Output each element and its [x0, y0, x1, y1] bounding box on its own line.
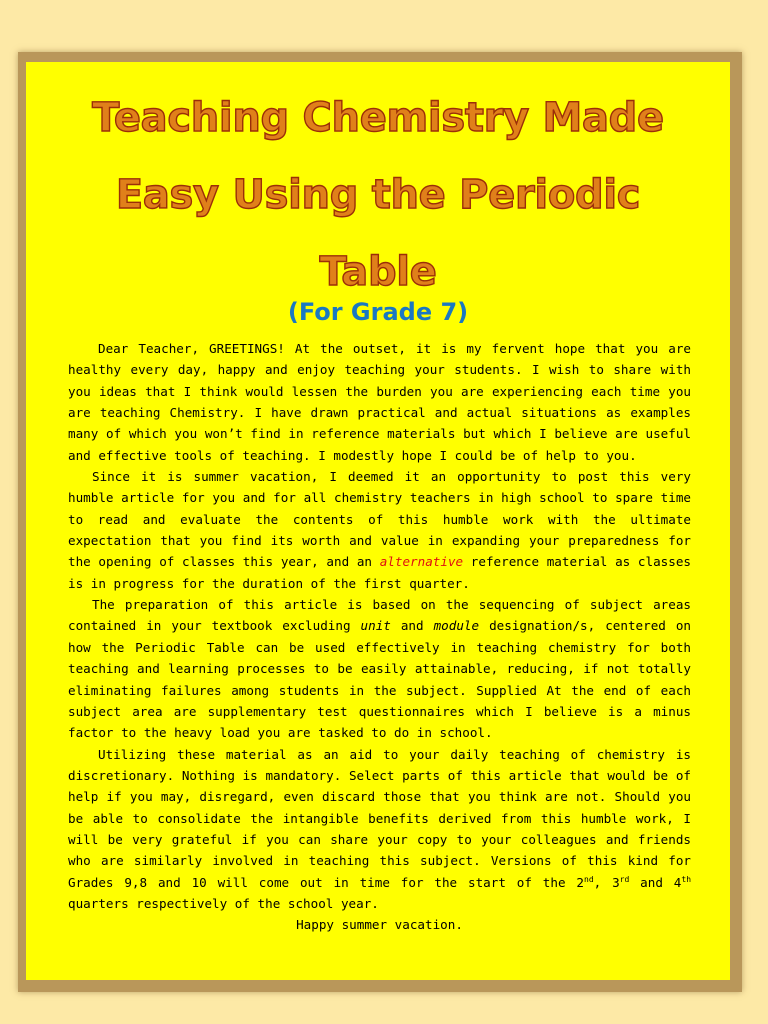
paragraph-text: quarters respectively of the school year. — [68, 895, 379, 911]
paragraph-text: and — [390, 618, 434, 634]
emphasis-unit: unit — [360, 618, 391, 634]
paragraph-3 — [68, 594, 691, 743]
document-subtitle: (For Grade 7) — [287, 298, 469, 326]
title-line: Teaching Chemistry Made — [92, 95, 664, 141]
paragraph-text: Since it is summer vacation, I deemed it an opportunity to post this very humble article for you and for all chemistry teachers in high school to spare time to read and evaluate the contents of this humble work with the ultimate expectation that you find its worth and value in expanding your preparedness for the opening of classes this year, and an — [68, 469, 691, 570]
superscript: th — [681, 874, 692, 884]
paragraph-2 — [68, 466, 691, 594]
paragraph-4 — [68, 744, 691, 915]
paragraph-1: Dear Teacher, GREETINGS! At the outset, it is my fervent hope that you are healthy every day, happy and enjoy teaching your students. I wish to share with you ideas that I think would lessen the burden you are experiencing each time you are teaching Chemistry. I have drawn practical and actual situations as examples many of which you won’t find in reference materials but which I believe are useful and effective tools of teaching. I modestly hope I could be of help to you. — [68, 341, 691, 463]
title-line: Table — [319, 249, 437, 295]
paragraph-text: The preparation of this article is based on the sequencing of subject areas contained in your textbook excluding — [68, 597, 691, 634]
paragraph-text: Utilizing these material as an aid to your daily teaching of chemistry is discretionary. Nothing is mandatory. Select parts of this article that would be of help if you may, disregard, even discard those that you think are not. Should you be able to consolidate the intangible benefits derived from this humble work, I will be very grateful if you can share your copy to your colleagues and friends who are similarly involved in teaching this subject. Versions of this kind for Grades 9,8 and 10 will come out in time for the start of the 2 — [68, 746, 691, 890]
closing-line: Happy summer vacation. — [296, 917, 463, 933]
paragraph-text: , 3 — [593, 874, 620, 890]
letter-body — [68, 338, 691, 936]
emphasis-alternative: alternative — [379, 554, 464, 570]
emphasis-module: module — [433, 618, 480, 634]
superscript: rd — [619, 874, 630, 884]
paragraph-text: and 4 — [629, 874, 682, 890]
title-line: Easy Using the Periodic — [115, 172, 641, 218]
document-title — [26, 80, 730, 311]
document-page — [26, 62, 730, 980]
superscript: nd — [584, 874, 594, 884]
paragraph-text: designation/s, centered on how the Periodic Table can be used effectively in teaching chemistry for both teaching and learning processes to be easily attainable, reducing, if not totally eliminating failures among students in the subject. Supplied At the end of each subject area are supplementary test questionnaires which I believe is a minus factor to the heavy load you are tasked to do in school. — [68, 618, 692, 741]
paragraph-text: reference material as classes is in progress for the duration of the first quarter. — [68, 554, 691, 591]
